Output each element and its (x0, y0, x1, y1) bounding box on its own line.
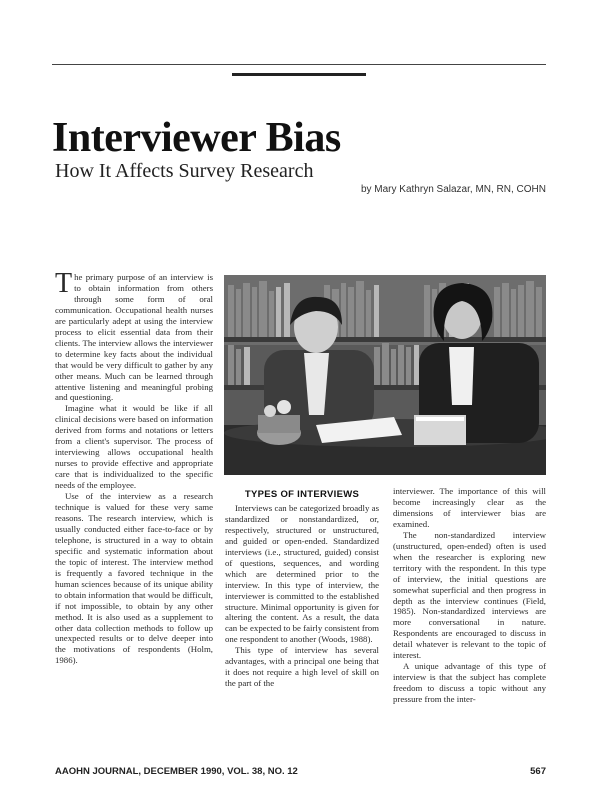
section-heading: TYPES OF INTERVIEWS (244, 489, 360, 500)
body-paragraph: Imagine what it would be like if all clinical decisions were based on information derived from forms and notations or letters from a client's supervisor. The process of interviewing allows occupational health nurses to provide effective and appropriate care that is individualized to the specific needs of the employee. (55, 403, 213, 491)
body-paragraph: The non-standardized interview (unstructured, open-ended) often is used when the researcher is exploring new territory with the respondent. In this type of interview, the initial questions are somewhat superficial and then progress in depth as the interview continues (Field, 1985). Non-standardized interviews are more conversational in nature. Respondents are encouraged to discuss in detail whatever is relevant to the topic of interest. (393, 529, 546, 661)
title-accent-rule (232, 73, 366, 76)
left-column (55, 268, 213, 666)
body-paragraph: This type of interview has several advantages, with a principal one being that it does not require a high level of skill on the part of the (225, 645, 379, 689)
article-subtitle: How It Affects Survey Research (55, 160, 314, 182)
article-title: Interviewer Bias (52, 115, 341, 161)
journal-citation: AAOHN JOURNAL, DECEMBER 1990, VOL. 38, NO. 12 (55, 766, 298, 777)
intro-paragraph-text: he primary purpose of an interview is to obtain information from others through some form of oral communication. Occupational health nurses are particularly adept at using the interview process to elicit essential data from their clients. The interview allows the interviewer to determine key facts about the individual that would be very difficult to gather by any other means. Much can be learned through attentive listening and meaningful probing and questioning. (55, 272, 213, 403)
right-column (393, 486, 546, 705)
intro-paragraph (55, 268, 213, 403)
page-number: 567 (530, 766, 546, 777)
body-paragraph: Interviews can be categorized broadly as standardized or nonstandardized, or, respectively, structured or unstructured, and guided or open-ended. Standardized interviews (i.e., structured, guided) consist of questions, sequences, and wording which are determined prior to the interview. In this type of interview, the interviewer is committed to the established structure. Minimal opportunity is given for altering the content. As a result, the data can be expected to be fairly consistent from one respondent to another (Woods, 1988). (225, 502, 379, 645)
author-byline: by Mary Kathryn Salazar, MN, RN, COHN (360, 184, 546, 195)
interview-photo-image (224, 275, 546, 475)
body-paragraph: Use of the interview as a research technique is valued for these very same reasons. The research interview, which is usually conducted either face-to-face or by telephone, is structured in a way to obtain specific and systematic information about the topic of interest. The interview method is frequently a favored technique in the human sciences because of its unique ability to obtain information that would be difficult, if not impossible, to obtain by any other method. It is also used as a supplement to other data collection methods to follow up unexpected results or to delve deeper into the motivations of respondents (Holm, 1986). (55, 491, 213, 666)
body-paragraph: A unique advantage of this type of interview is that the subject has complete freedom to discuss a topic without any pressure from the inter- (393, 661, 546, 705)
body-paragraph: interviewer. The importance of this will become increasingly clear as the dimensions of interviewer bias are examined. (393, 486, 546, 529)
drop-cap: T (55, 268, 73, 299)
interview-photo (224, 275, 546, 475)
middle-column (225, 490, 379, 689)
top-rule (52, 64, 546, 65)
